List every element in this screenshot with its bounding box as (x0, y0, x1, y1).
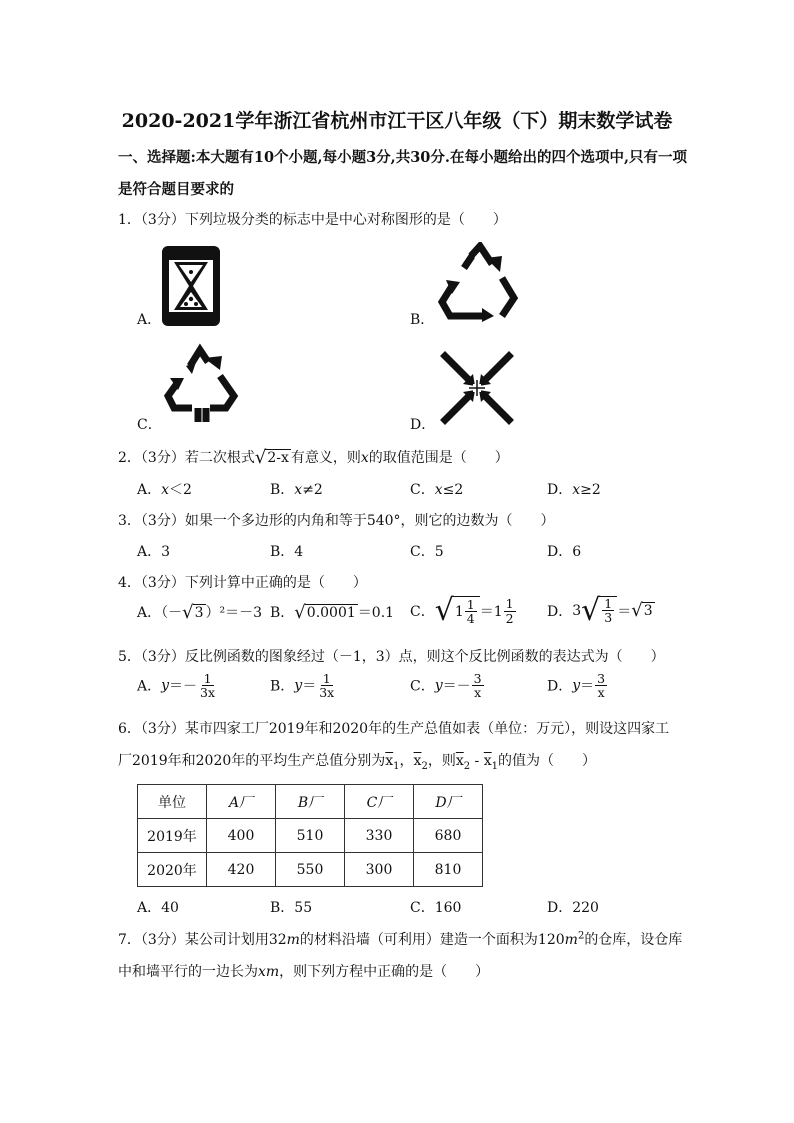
table-header-cell: D厂 (414, 785, 483, 819)
q5-option-a: A．y＝－ $\frac{1}{3x}$ (137, 671, 216, 701)
q2-option-b: B．x≠2 (270, 482, 323, 498)
section-header-line2: 是符合题目要求的 (118, 181, 234, 198)
q5-option-b: B．y＝ $\frac{1}{3x}$ (270, 671, 335, 701)
q6-option-c: C．160 (410, 900, 462, 916)
table-header-cell: C厂 (345, 785, 414, 819)
table-cell: 680 (414, 819, 483, 853)
question-3-text: 3．（3分）如果一个多边形的内角和等于540°，则它的边数为（ ） (118, 513, 555, 529)
q3-option-c: C．5 (410, 544, 444, 560)
q4-option-b: B． √ 0.0001 ＝0.1 (270, 602, 395, 623)
table-cell: 510 (276, 819, 345, 853)
page-title: 2020-2021学年浙江省杭州市江干区八年级（下）期末数学试卷 (121, 110, 673, 132)
q1-option-a-label: A． (137, 312, 162, 328)
q3-option-a: A．3 (137, 544, 171, 560)
q2-option-d: D．x≥2 (547, 482, 601, 498)
question-6-line1: 6．（3分）某市四家工厂2019年和2020年的生产总值如表（单位：万元），则设这四家工 (118, 721, 670, 737)
recycle-arrows-icon (162, 342, 242, 424)
table-cell: 300 (345, 853, 414, 887)
table-header-cell: A厂 (207, 785, 276, 819)
table-header-cell: 单位 (138, 785, 207, 819)
q3-option-d: D．6 (547, 544, 582, 560)
table-cell: 400 (207, 819, 276, 853)
q4-option-c: C． √ 1 $\frac{1}{4}$ ＝1 $\frac{1}{2}$ (410, 593, 514, 628)
table-cell: 810 (414, 853, 483, 887)
table-header-row (138, 785, 483, 819)
q6-option-a: A．40 (137, 900, 179, 916)
production-table (137, 784, 483, 887)
table-cell: 2020年 (138, 853, 207, 887)
q2-option-a: A．x＜2 (137, 482, 192, 498)
table-cell: 330 (345, 819, 414, 853)
q5-option-d: D．y＝ $\frac{3}{x}$ (547, 671, 606, 701)
table-cell: 420 (207, 853, 276, 887)
q6-option-b: B．55 (270, 900, 313, 916)
question-7-line2: 中和墙平行的一边长为xm，则下列方程中正确的是（ ） (118, 964, 490, 980)
sqrt-expression: √ 2-x (254, 447, 289, 468)
q2-option-c: C．x≤2 (410, 482, 464, 498)
table-cell: 2019年 (138, 819, 207, 853)
question-2-text: 2．（3分）若二次根式 √ 2-x 有意义，则x的取值范围是（ ） (118, 447, 509, 468)
q4-option-a: A．（－ √ 3 ）²＝－3 (137, 602, 263, 623)
q4-option-d: D．3 √ $\frac{1}{3}$ ＝ √ 3 (547, 593, 653, 628)
recycle-triangle-icon (436, 242, 522, 322)
q1-option-d-label: D． (410, 417, 436, 433)
section-header-line1: 一、选择题:本大题有10个小题,每小题3分,共30分.在每小题给出的四个选项中,只有一项 (118, 149, 687, 166)
table-cell: 550 (276, 853, 345, 887)
question-7-line1: 7．（3分）某公司计划用32m的材料沿墙（可利用）建造一个面积为$120m^2$的仓库，设仓库 (118, 930, 683, 948)
table-row (138, 819, 483, 853)
q6-option-d: D．220 (547, 900, 599, 916)
q3-option-b: B．4 (270, 544, 304, 560)
hazardous-waste-icon (160, 244, 222, 328)
q5-option-c: C．y＝－ $\frac{3}{x}$ (410, 671, 482, 701)
question-4-text: 4．（3分）下列计算中正确的是（ ） (118, 575, 367, 591)
q1-option-b-label: B． (410, 312, 435, 328)
table-header-cell: B厂 (276, 785, 345, 819)
q1-option-c-label: C． (137, 417, 162, 433)
table-row (138, 853, 483, 887)
question-6-line2: 厂2019年和2020年的平均生产总值分别为$\overline{x}_1$，$\overline{x}_2$，则$\overline{x}_2 - \overline{x}_1$的值为（ ） (118, 753, 597, 772)
four-arrows-icon (439, 350, 515, 426)
question-5-text: 5．（3分）反比例函数的图象经过（－1，3）点，则这个反比例函数的表达式为（ ） (118, 649, 665, 665)
question-1-text: 1．（3分）下列垃圾分类的标志中是中心对称图形的是（ ） (118, 212, 507, 228)
